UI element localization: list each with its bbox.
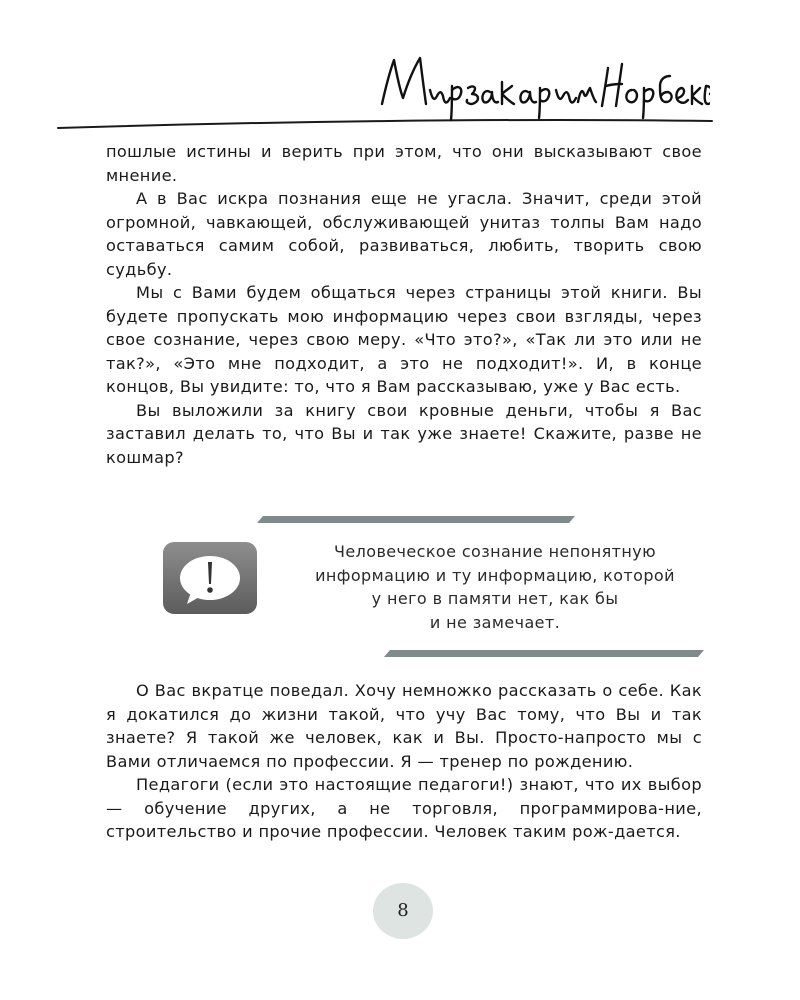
- callout-icon-tile: [163, 542, 257, 614]
- exclamation-speech-bubble-icon: [163, 542, 257, 614]
- paragraph: Вы выложили за книгу свои кровные деньги, чтобы я Вас заставил делать то, что Вы и так уже знаете! Скажите, разве не кошмар?: [106, 400, 702, 467]
- callout-line: и не замечает.: [429, 612, 561, 632]
- author-signature: [370, 46, 710, 126]
- page-number: 8: [397, 900, 409, 921]
- paragraph: Мы с Вами будем общаться через страницы этой книги. Вы будете пропускать мою информацию через свои взгляды, через свое сознание, через свою меру. «Что это?», «Так ли это или не так?», «Это мне подходит, а это не подходит!». И, в конце концов, Вы увидите: то, что я Вам рассказываю, уже у Вас есть.: [106, 283, 702, 396]
- bottom-body-text: [106, 679, 702, 844]
- callout-line: Человеческое сознание непонятную: [334, 542, 656, 561]
- callout-line: информацию и ту информацию, которой: [315, 565, 675, 585]
- callout-line: у него в памяти нет, как бы: [371, 589, 619, 608]
- callout-bottom-bar: [384, 650, 704, 657]
- callout-top-bar: [257, 516, 575, 523]
- top-body-text: [106, 140, 702, 469]
- paragraph: О Вас вкратце поведал. Хочу немножко рассказать о себе. Как я докатился до жизни такой, что учу Вас тому, что Вы и так знаете? Я такой же человек, как и Вы. Просто-напросто мы с Вами отличаемся по профессии. Я — тренер по рождению.: [106, 681, 702, 771]
- callout-text: [282, 540, 708, 634]
- paragraph: пошлые истины и верить при этом, что они высказывают свое мнение.: [106, 142, 702, 185]
- paragraph: Педагоги (если это настоящие педагоги!) знают, что их выбор — обучение других, а не торговля, программирова-ние, строительство и прочие профессии. Человек таким рож-дается.: [106, 775, 702, 841]
- paragraph: А в Вас искра познания еще не угасла. Значит, среди этой огромной, чавкающей, обслуживающей унитаз толпы Вам надо оставаться самим собой, развиваться, любить, творить свою судьбу.: [106, 189, 702, 279]
